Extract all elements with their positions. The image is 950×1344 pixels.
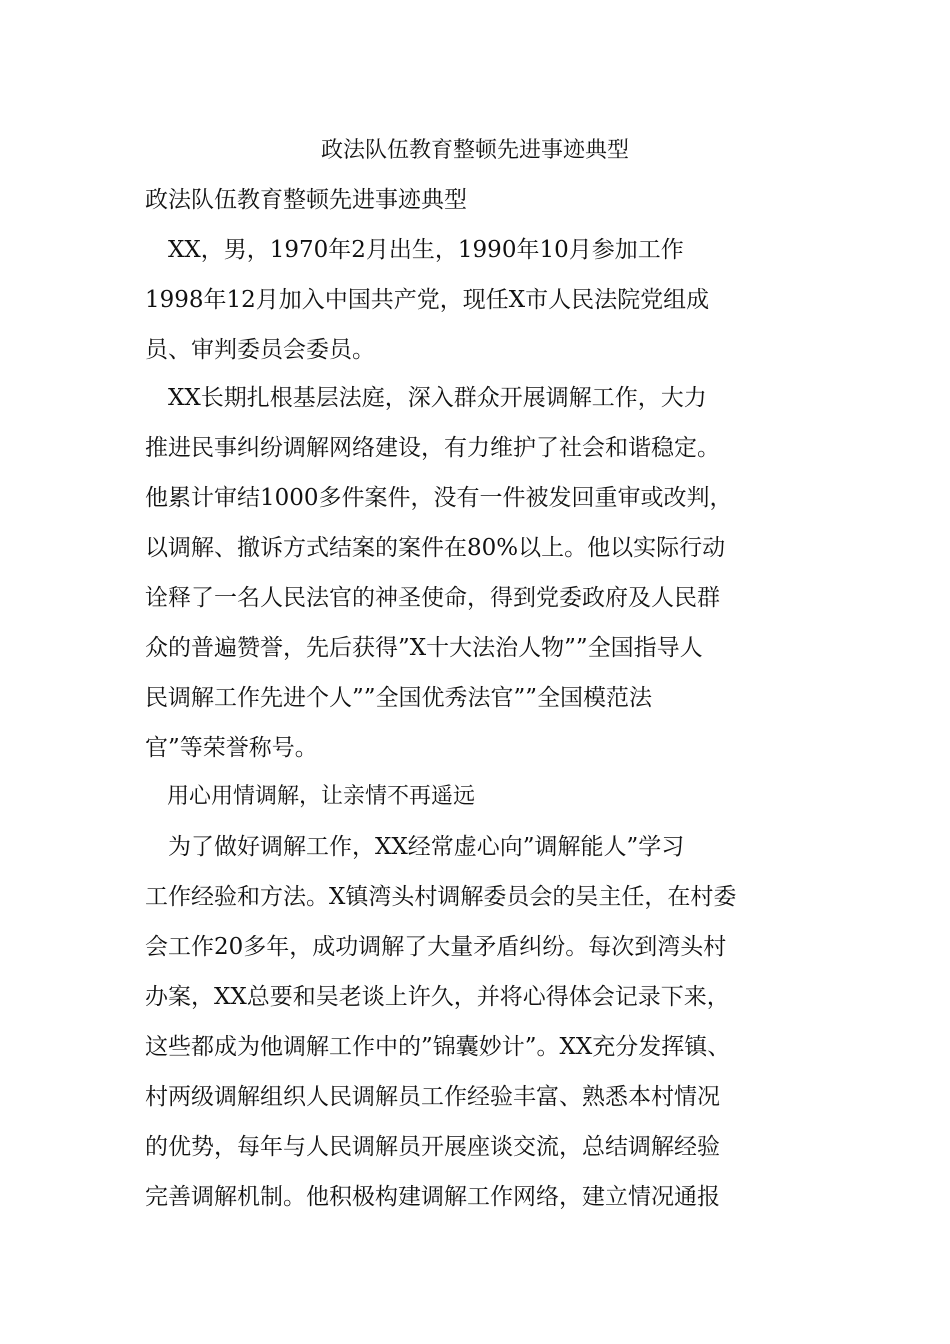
body-line: 1998年12月加入中国共产党，现任X市人民法院党组成 (145, 287, 710, 313)
body-line: 这些都成为他调解工作中的”锦囊妙计”。XX充分发挥镇、 (145, 1034, 731, 1060)
body-line: 诠释了一名人民法官的神圣使命，得到党委政府及人民群 (145, 585, 720, 611)
body-line: 工作经验和方法。X镇湾头村调解委员会的吴主任，在村委 (145, 884, 737, 910)
body-line: 众的普遍赞誉，先后获得”X十大法治人物””全国指导人 (145, 635, 703, 661)
body-line: 为了做好调解工作，XX经常虚心向”调解能人”学习 (145, 834, 685, 860)
body-line: 民调解工作先进个人””全国优秀法官””全国模范法 (145, 685, 653, 711)
body-line: 村两级调解组织人民调解员工作经验丰富、熟悉本村情况 (145, 1084, 720, 1110)
body-line: XX，男，1970年2月出生，1990年10月参加工作 (145, 237, 684, 263)
body-line: 官”等荣誉称号。 (145, 735, 318, 761)
body-line: 完善调解机制。他积极构建调解工作网络，建立情况通报 (145, 1184, 720, 1210)
body-line: 他累计审结1000多件案件，没有一件被发回重审或改判， (145, 485, 733, 511)
body-line: XX长期扎根基层法庭，深入群众开展调解工作，大力 (145, 385, 707, 411)
body-line: 的优势，每年与人民调解员开展座谈交流，总结调解经验 (145, 1134, 720, 1160)
body-line: 推进民事纠纷调解网络建设，有力维护了社会和谐稳定。 (145, 435, 720, 461)
body-line: 会工作20多年，成功调解了大量矛盾纠纷。每次到湾头村 (145, 934, 727, 960)
section-heading: 用心用情调解，让亲情不再遥远 (145, 784, 476, 809)
document-title: 政法队伍教育整顿先进事迹典型 (320, 138, 629, 163)
body-line: 政法队伍教育整顿先进事迹典型 (145, 187, 467, 213)
body-line: 办案，XX总要和吴老谈上许久，并将心得体会记录下来， (145, 984, 730, 1010)
body-line: 员、审判委员会委员。 (145, 337, 375, 363)
body-line: 以调解、撤诉方式结案的案件在80%以上。他以实际行动 (145, 535, 726, 561)
